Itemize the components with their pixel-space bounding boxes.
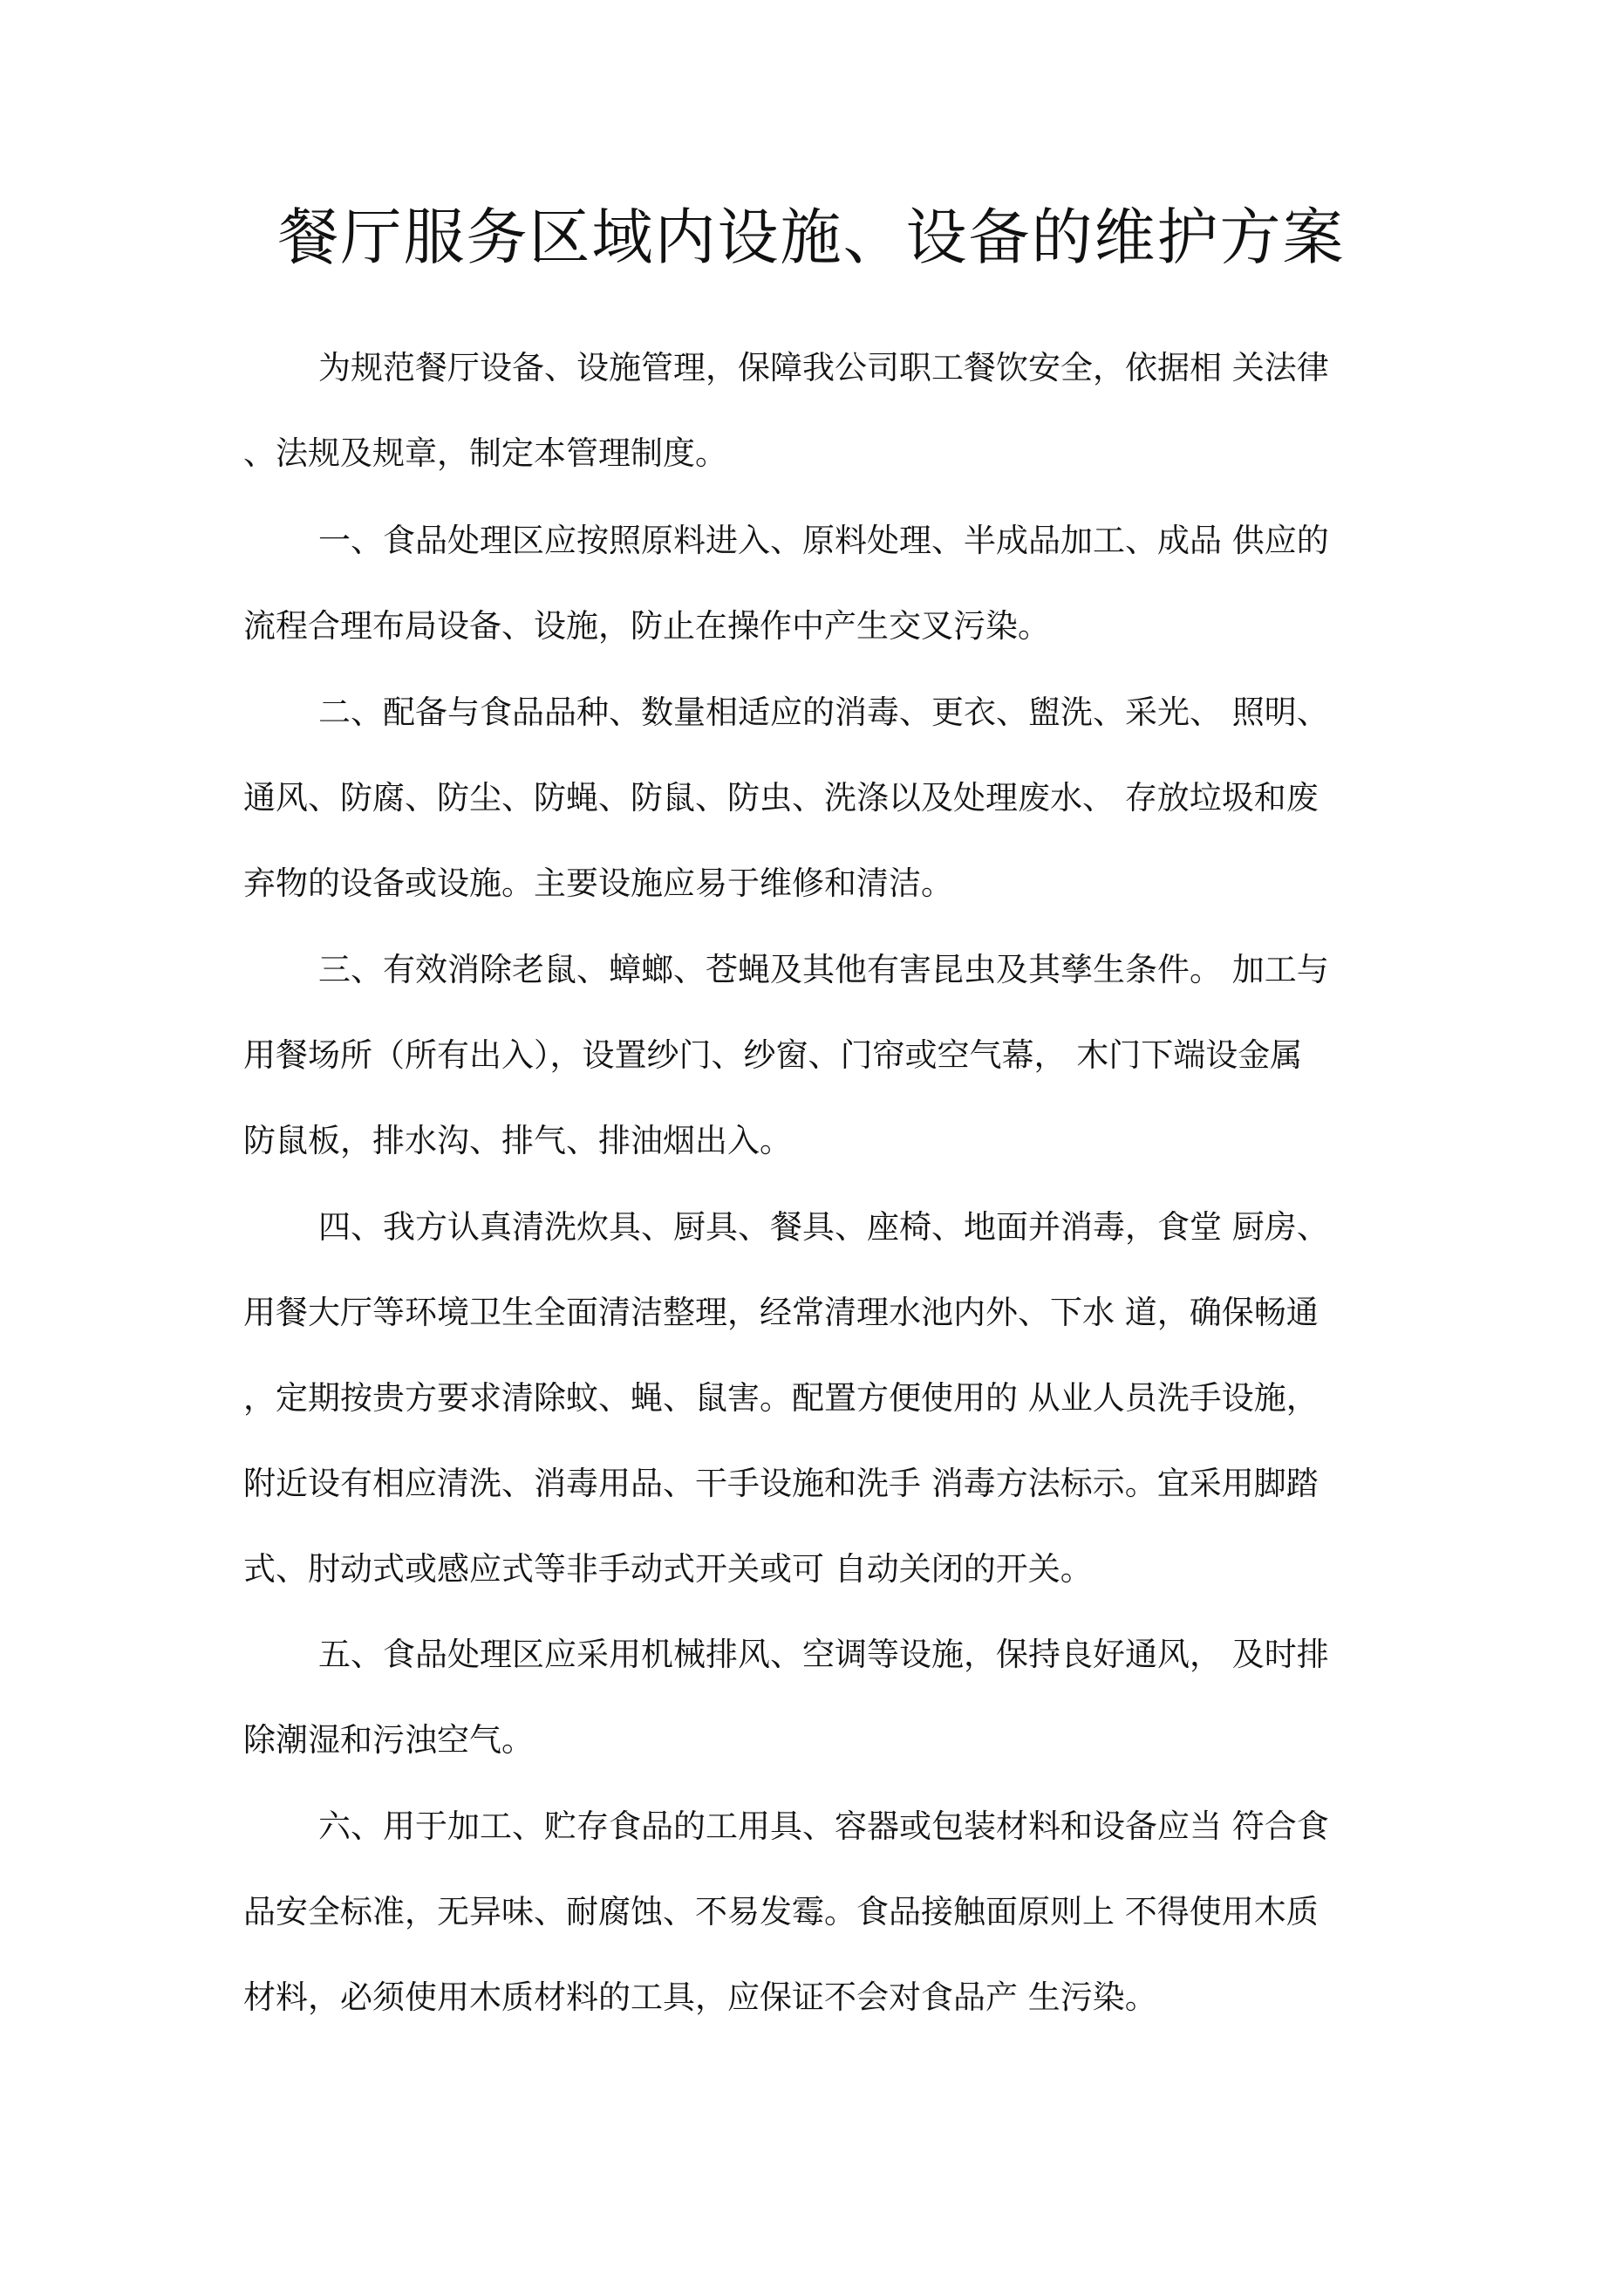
- paragraph-item-5: [243, 1634, 1396, 1761]
- paragraph-line: 除潮湿和污浊空气。: [243, 1721, 534, 1759]
- paragraph-item-3: [243, 949, 1396, 1162]
- paragraph-line: 弃物的设备或设施。主要设施应易于维修和清洁。: [243, 864, 953, 902]
- paragraph-line: ，定期按贵方要求清除蚊、蝇、鼠害。配置方便使用的 从业人员洗手设施，: [243, 1379, 1319, 1417]
- paragraph-line: 五、食品处理区应采用机械排风、空调等设施，保持良好通风， 及时排: [318, 1636, 1329, 1673]
- paragraph-line: 一、食品处理区应按照原料进入、原料处理、半成品加工、成品 供应的: [318, 522, 1329, 559]
- paragraph-item-4: [243, 1206, 1396, 1590]
- paragraph-line: 附近设有相应清洗、消毒用品、干手设施和洗手 消毒方法标示。宜采用脚踏: [243, 1465, 1319, 1502]
- paragraph-item-6: [243, 1806, 1396, 2019]
- paragraph-line: 式、肘动式或感应式等非手动式开关或可 自动关闭的开关。: [243, 1550, 1093, 1588]
- paragraph-intro: [243, 347, 1396, 475]
- paragraph-line: 用餐场所（所有出入），设置纱门、纱窗、门帘或空气幕， 木门下端设金属: [243, 1036, 1303, 1074]
- paragraph-line: 品安全标准，无异味、耐腐蚀、不易发霉。食品接触面原则上 不得使用木质: [243, 1893, 1319, 1930]
- paragraph-line: 为规范餐厅设备、设施管理，保障我公司职工餐饮安全，依据相 关法律: [318, 349, 1329, 386]
- paragraph-line: 防鼠板，排水沟、排气、排油烟出入。: [243, 1122, 792, 1159]
- paragraph-line: 通风、防腐、防尘、防蝇、防鼠、防虫、洗涤以及处理废水、 存放垃圾和废: [243, 779, 1319, 817]
- paragraph-line: 用餐大厅等环境卫生全面清洁整理，经常清理水池内外、下水 道，确保畅通: [243, 1294, 1319, 1331]
- paragraph-item-2: [243, 692, 1396, 905]
- paragraph-line: 二、配备与食品品种、数量相适应的消毒、更衣、盥洗、采光、 照明、: [318, 694, 1329, 731]
- paragraph-line: 六、用于加工、贮存食品的工用具、容器或包装材料和设备应当 符合食: [318, 1807, 1329, 1845]
- paragraph-line: 流程合理布局设备、设施，防止在操作中产生交叉污染。: [243, 607, 1050, 645]
- document-title: 餐厅服务区域内设施、设备的维护方案: [277, 202, 1346, 273]
- paragraph-line: 四、我方认真清洗炊具、厨具、餐具、座椅、地面并消毒，食堂 厨房、: [318, 1208, 1329, 1246]
- paragraph-line: 材料，必须使用木质材料的工具，应保证不会对食品产 生污染。: [243, 1978, 1157, 2016]
- paragraph-item-1: [243, 520, 1396, 647]
- paragraph-line: 、法规及规章，制定本管理制度。: [243, 434, 727, 472]
- paragraph-line: 三、有效消除老鼠、蟑螂、苍蝇及其他有害昆虫及其孳生条件。 加工与: [318, 951, 1329, 988]
